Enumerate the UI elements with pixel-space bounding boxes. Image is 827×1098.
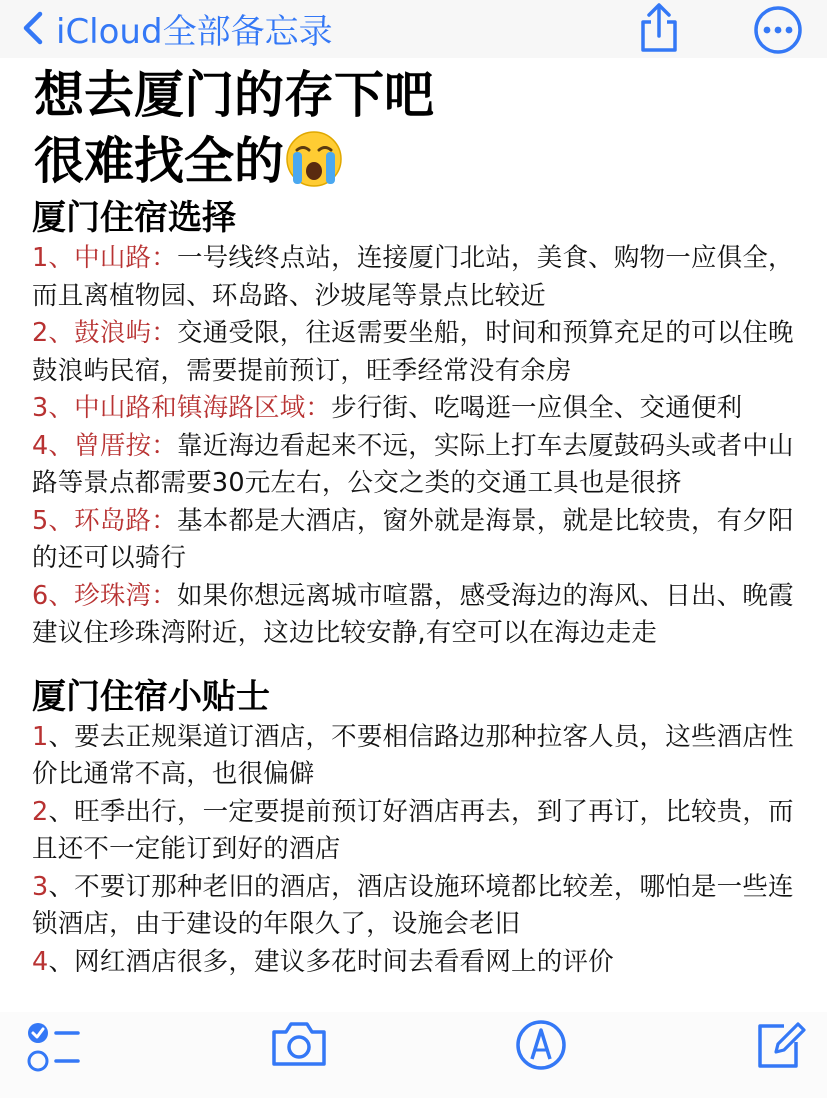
back-button[interactable] xyxy=(14,8,333,52)
note-body[interactable] xyxy=(32,60,812,981)
section-1-item xyxy=(32,578,812,653)
share-icon[interactable] xyxy=(636,2,682,54)
item-keyword: 环岛路： xyxy=(74,505,177,536)
item-text: 交通受限，往返需要坐船，时间和预算充足的可以住晚鼓浪屿民宿，需要提前预订，旺季经常没有余房 xyxy=(32,318,794,386)
checklist-icon[interactable] xyxy=(26,1018,82,1076)
item-keyword: 曾厝按： xyxy=(74,430,177,461)
top-navigation-bar xyxy=(0,0,827,58)
section-1-item xyxy=(32,428,812,503)
title-line-1: 想去厦门的存下吧 xyxy=(34,66,434,124)
title-line-2-text: 很难找全的 xyxy=(34,132,284,190)
item-text: 、网红酒店很多，建议多花时间去看看网上的评价 xyxy=(48,946,614,977)
item-text: 如果你想远离城市喧嚣，感受海边的海风、日出、晚霞建议住珍珠湾附近，这边比较安静,有空可以在海边走走 xyxy=(32,580,794,648)
item-text: 基本都是大酒店，窗外就是海景，就是比较贵，有夕阳的还可以骑行 xyxy=(32,505,794,573)
bottom-toolbar xyxy=(0,1012,827,1098)
chevron-left-icon xyxy=(14,8,54,48)
item-text: 、不要订那种老旧的酒店，酒店设施环境都比较差，哪怕是一些连锁酒店，由于建设的年限久了，设施会老旧 xyxy=(32,871,794,939)
section-2-item xyxy=(32,869,812,944)
item-keyword: 中山路和镇海路区域： xyxy=(74,393,332,423)
item-text: 靠近海边看起来不远，实际上打车去厦鼓码头或者中山路等景点都需要30元左右，公交之类的交通工具也是很挤 xyxy=(32,430,794,498)
item-number: 3、 xyxy=(32,393,75,423)
section-1-heading: 厦门住宿选择 xyxy=(32,198,236,238)
item-number: 3 xyxy=(32,871,49,902)
title-line-2 xyxy=(34,128,812,194)
item-number: 1、 xyxy=(32,243,75,273)
section-2-heading: 厦门住宿小贴士 xyxy=(32,676,270,717)
item-number: 2 xyxy=(32,796,49,827)
item-number: 4 xyxy=(32,946,49,977)
item-text: 一号线终点站，连接厦门北站，美食、购物一应俱全，而且离植物园、环岛路、沙坡尾等景点比较近 xyxy=(32,243,794,311)
item-text: 、要去正规渠道订酒店，不要相信路边那种拉客人员，这些酒店性价比通常不高，也很偏僻 xyxy=(32,721,794,789)
section-1-item xyxy=(32,240,812,315)
item-text: 步行街、吃喝逛一应俱全、交通便利 xyxy=(331,393,743,423)
item-number: 4、 xyxy=(32,430,75,461)
item-number: 5、 xyxy=(32,505,75,536)
item-text: 、旺季出行，一定要提前预订好酒店再去，到了再订，比较贵，而且还不一定能订到好的酒店 xyxy=(32,796,794,864)
section-1-item xyxy=(32,390,812,428)
crying-face-emoji-icon xyxy=(284,130,344,188)
item-keyword: 鼓浪屿： xyxy=(74,318,177,348)
section-2-item xyxy=(32,794,812,869)
compose-icon[interactable] xyxy=(754,1018,806,1072)
item-number: 6、 xyxy=(32,580,75,611)
item-number: 1 xyxy=(32,721,49,752)
section-1-item xyxy=(32,315,812,390)
camera-icon[interactable] xyxy=(270,1018,328,1068)
back-label: iCloud全部备忘录 xyxy=(56,11,333,52)
section-2-item xyxy=(32,944,812,982)
item-keyword: 珍珠湾： xyxy=(74,580,177,611)
more-icon[interactable] xyxy=(751,5,805,55)
section-2-item xyxy=(32,719,812,794)
item-number: 2、 xyxy=(32,318,75,348)
note-title xyxy=(34,62,812,194)
markup-pen-icon[interactable] xyxy=(514,1018,568,1072)
section-1-item xyxy=(32,503,812,578)
item-keyword: 中山路： xyxy=(74,243,177,273)
